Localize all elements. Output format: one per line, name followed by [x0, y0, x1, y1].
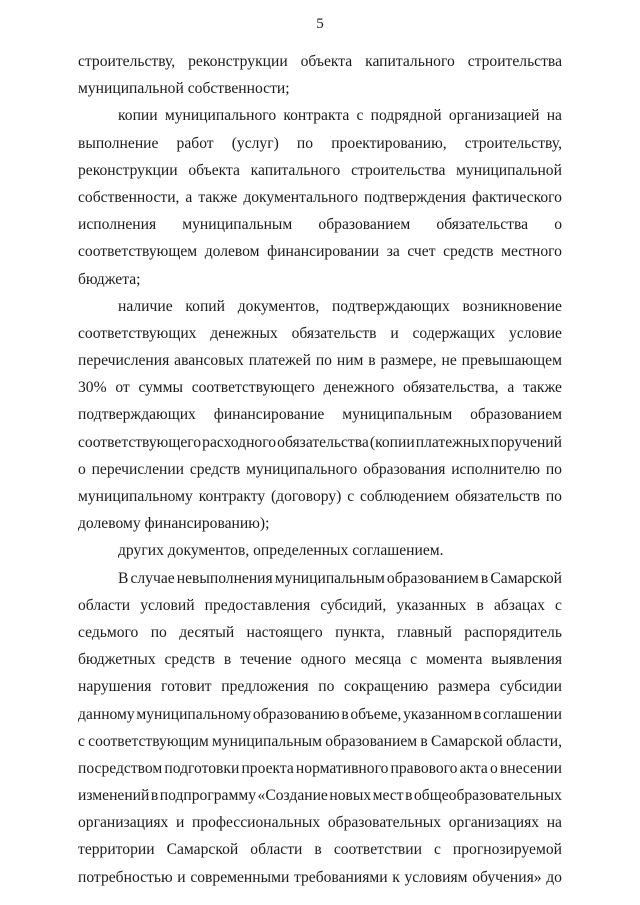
page-number: 5 [316, 16, 324, 32]
text-line: изменений в подпрограмму «Создание новых мест в общеобразовательных [78, 787, 562, 805]
text-line: реконструкции объекта капитального строительства муниципальной [78, 161, 562, 179]
text-line: нарушения готовит предложения по сокращению размера субсидии [78, 678, 562, 696]
text-line: других документов, определенных соглашением. [118, 542, 444, 560]
text-line: бюджетных средств в течение одного месяца с момента выявления [78, 651, 562, 669]
text-line: перечисления авансовых платежей по ним в размере, не превышающем [78, 352, 562, 370]
text-line: области условий предоставления субсидий, указанных в абзацах с [78, 596, 562, 614]
text-line: организациях и профессиональных образовательных организациях на [78, 814, 562, 832]
text-line: данному муниципальному образованию в объеме, указанном в соглашении [78, 705, 562, 723]
text-line: наличие копий документов, подтверждающих возникновение [118, 297, 562, 315]
text-line: посредством подготовки проекта нормативного правового акта о внесении [78, 759, 562, 777]
text-line: о перечислении средств муниципального образования исполнителю по [78, 460, 562, 478]
text-line: бюджета; [78, 270, 141, 288]
document-body [78, 48, 562, 891]
text-line: копии муниципального контракта с подрядной организацией на [118, 107, 562, 125]
text-line: подтверждающих финансирование муниципальным образованием [78, 406, 562, 424]
text-line: выполнение работ (услуг) по проектированию, строительству, [78, 134, 562, 152]
text-line: седьмого по десятый настоящего пункта, главный распорядитель [78, 623, 562, 641]
text-line: территории Самарской области в соответствии с прогнозируемой [78, 841, 562, 859]
text-line: соответствующих денежных обязательств и содержащих условие [78, 324, 562, 342]
text-line: собственности, а также документального подтверждения фактического [78, 188, 562, 206]
text-line: муниципальному контракту (договору) с соблюдением обязательств по [78, 488, 562, 505]
text-line: долевому финансированию); [78, 515, 270, 533]
text-line: В случае невыполнения муниципальным образованием в Самарской [118, 569, 562, 587]
text-line: строительству, реконструкции объекта капитального строительства [78, 53, 562, 70]
text-line: с соответствующим муниципальным образованием в Самарской области, [78, 732, 562, 750]
text-line: исполнения муниципальным образованием обязательства о [78, 216, 562, 234]
text-line: 30% от суммы соответствующего денежного обязательства, а также [78, 379, 562, 397]
text-line: соответствующем долевом финансировании за счет средств местного [78, 243, 562, 261]
text-line: муниципальной собственности; [78, 80, 290, 98]
text-line: соответствующего расходного обязательства (копии платежных поручений [78, 433, 562, 451]
text-line: потребностью и современными требованиями к условиям обучения» до [78, 868, 562, 886]
